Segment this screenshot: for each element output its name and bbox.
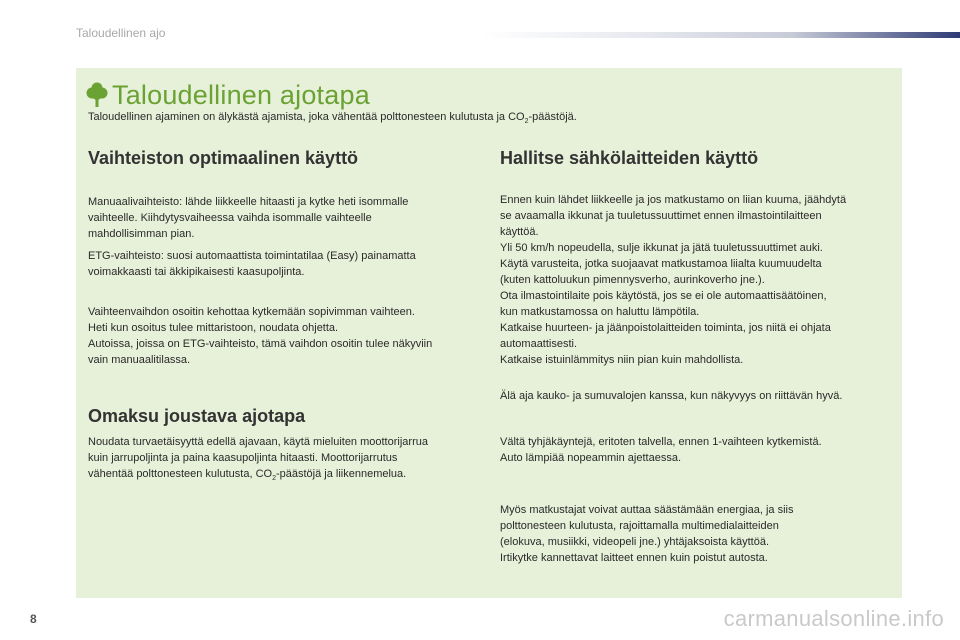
text-line: Irtikytke kannettavat laitteet ennen kuin poistut autosta.	[500, 552, 768, 564]
page-number: 8	[30, 612, 37, 626]
content-panel	[76, 68, 902, 598]
text-line: kuin jarrupoljinta ja paina kaasupoljinta hitaasti. Moottorijarrutus	[88, 452, 398, 464]
subscript: 2	[272, 475, 276, 483]
text-line: käyttöä.	[500, 226, 539, 238]
paragraph-etg-gearbox	[88, 248, 416, 280]
intro-text-main: Taloudellinen ajaminen on älykästä ajamista, joka vähentää polttonesteen kulutusta ja CO	[88, 111, 525, 123]
text-line: Manuaalivaihteisto: lähde liikkeelle hitaasti ja kytke heti isommalle	[88, 196, 409, 208]
text-line: Heti kun osoitus tulee mittaristoon, noudata ohjetta.	[88, 322, 339, 334]
section-title-electrical: Hallitse sähkölaitteiden käyttö	[500, 148, 759, 168]
text-line: se avaamalla ikkunat ja tuuletussuuttimet ennen ilmastointilaitteen	[500, 210, 822, 222]
text-line: Ota ilmastointilaite pois käytöstä, jos se ei ole automaattisäätöinen,	[500, 290, 827, 302]
paragraph-manual-gearbox	[88, 194, 408, 242]
text-line: Vaihteenvaihdon osoitin kehottaa kytkemään sopivimman vaihteen.	[88, 306, 415, 318]
text-line: Älä aja kauko- ja sumuvalojen kanssa, kun näkyvyys on riittävän hyvä.	[500, 390, 843, 402]
tree-icon	[86, 82, 108, 108]
paragraph-driving-style	[88, 434, 428, 487]
text-line: voimakkaasti tai äkkipikaisesti kaasupoljinta.	[88, 266, 305, 278]
text-line: Katkaise huurteen- ja jäänpoistolaitteiden toiminta, jos niitä ei ohjata	[500, 322, 831, 334]
text-line: Auto lämpiää nopeammin ajettaessa.	[500, 452, 681, 464]
paragraph-lights	[500, 388, 842, 404]
text-line: Yli 50 km/h nopeudella, sulje ikkunat ja jätä tuuletussuuttimet auki.	[500, 242, 823, 254]
text-line: polttonesteen kulutusta, rajoittamalla multimedialaitteiden	[500, 520, 779, 532]
text-line: Ennen kuin lähdet liikkeelle ja jos matkustamo on liian kuuma, jäähdytä	[500, 194, 847, 206]
intro-text-end: -päästöjä.	[528, 111, 577, 123]
text-line: Katkaise istuinlämmitys niin pian kuin mahdollista.	[500, 354, 744, 366]
text-line: automaattisesti.	[500, 338, 578, 350]
text-line: Autoissa, joissa on ETG-vaihteisto, tämä vaihdon osoitin tulee näkyviin	[88, 338, 433, 350]
text-line: ETG-vaihteisto: suosi automaattista toimintatilaa (Easy) painamatta	[88, 250, 416, 262]
paragraph-passengers	[500, 502, 793, 566]
text-line: Noudata turvaetäisyyttä edellä ajavaan, käytä mieluiten moottorijarrua	[88, 436, 428, 448]
title-row	[86, 80, 370, 110]
text-line: vaihteelle. Kiihdytysvaiheessa vaihda isommalle vaihteelle	[88, 212, 372, 224]
watermark: carmanualsonline.info	[723, 606, 944, 631]
intro-subscript: 2	[524, 118, 529, 126]
text-segment: -päästöjä ja liikennemelua.	[275, 468, 407, 480]
text-line: kun matkustamossa on haluttu lämpötila.	[500, 306, 700, 318]
paragraph-climate	[500, 192, 846, 368]
section-title-gearbox: Vaihteiston optimaalinen käyttö	[88, 148, 359, 168]
section-title-driving-style: Omaksu joustava ajotapa	[88, 406, 306, 426]
header-rule	[480, 32, 960, 38]
page-title: Taloudellinen ajotapa	[112, 80, 370, 110]
paragraph-gear-indicator	[88, 304, 432, 368]
intro-text	[88, 111, 577, 125]
text-line: (elokuva, musiikki, videopeli jne.) yhtäjaksoista käyttöä.	[500, 536, 770, 548]
text-line: (kuten kattoluukun pimennysverho, aurinkoverho jne.).	[500, 274, 765, 286]
text-line: vain manuaalitilassa.	[88, 354, 191, 366]
paragraph-idling	[500, 434, 822, 466]
running-header: Taloudellinen ajo	[76, 26, 166, 40]
text-line: Myös matkustajat voivat auttaa säästämään energiaa, ja siis	[500, 504, 794, 516]
text-segment: vähentää polttonesteen kulutusta, CO	[88, 468, 273, 480]
text-line: Vältä tyhjäkäyntejä, eritoten talvella, ennen 1-vaihteen kytkemistä.	[500, 436, 822, 448]
text-line: mahdollisimman pian.	[88, 228, 195, 240]
text-line	[88, 466, 428, 487]
text-line: Käytä varusteita, jotka suojaavat matkustamoa liialta kuumuudelta	[500, 258, 822, 270]
